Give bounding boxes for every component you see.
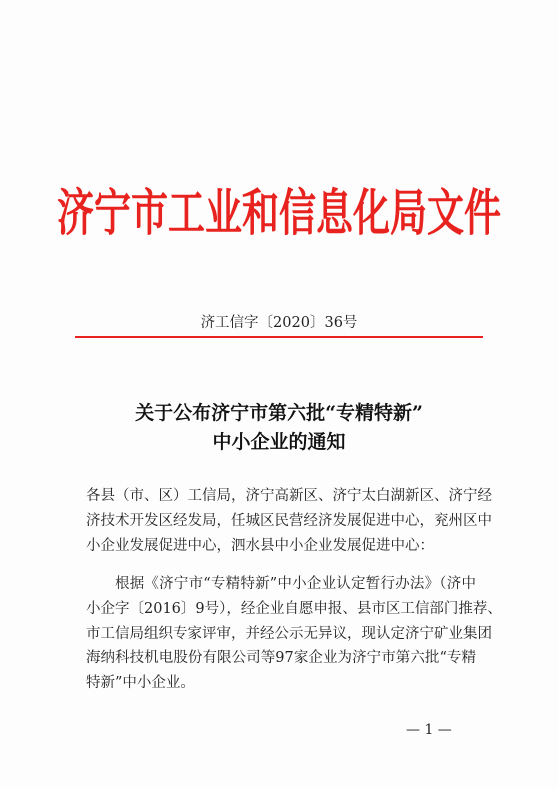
addressee-line: 小企业发展促进中心，泗水县中小企业发展促进中心：: [86, 537, 434, 554]
addressee-line: 济技术开发区经发局，任城区民营经济发展促进中心，兖州区中: [86, 512, 492, 529]
paragraph-line: 市工信局组织专家评审，并经公示无异议，现认定济宁矿业集团: [86, 625, 492, 642]
notice-title-line-1: 关于公布济宁市第六批“专精特新”: [135, 402, 423, 424]
notice-title-line-2: 中小企业的通知: [212, 431, 346, 453]
document-number: 济工信字〔2020〕36号: [200, 315, 358, 331]
paragraph-line: 小企字〔2016〕9号），经企业自愿申报、县市区工信部门推荐、: [86, 600, 502, 617]
body-paragraph: [86, 572, 502, 696]
addressee-line: 各县（市、区）工信局，济宁高新区、济宁太白湖新区、济宁经: [86, 488, 492, 504]
paragraph-line: 根据《济宁市“专精特新”中小企业认定暂行办法》（济中: [115, 576, 476, 592]
addressee-block: [86, 484, 492, 558]
paragraph-line: 特新”中小企业。: [86, 675, 195, 692]
paragraph-line: 海纳科技机电股份有限公司等97家企业为济宁市第六批“专精: [86, 650, 476, 667]
page-number: — 1 —: [406, 722, 452, 738]
header-divider: [75, 336, 483, 338]
document-header-title: 济宁市工业和信息化局文件: [57, 182, 501, 243]
